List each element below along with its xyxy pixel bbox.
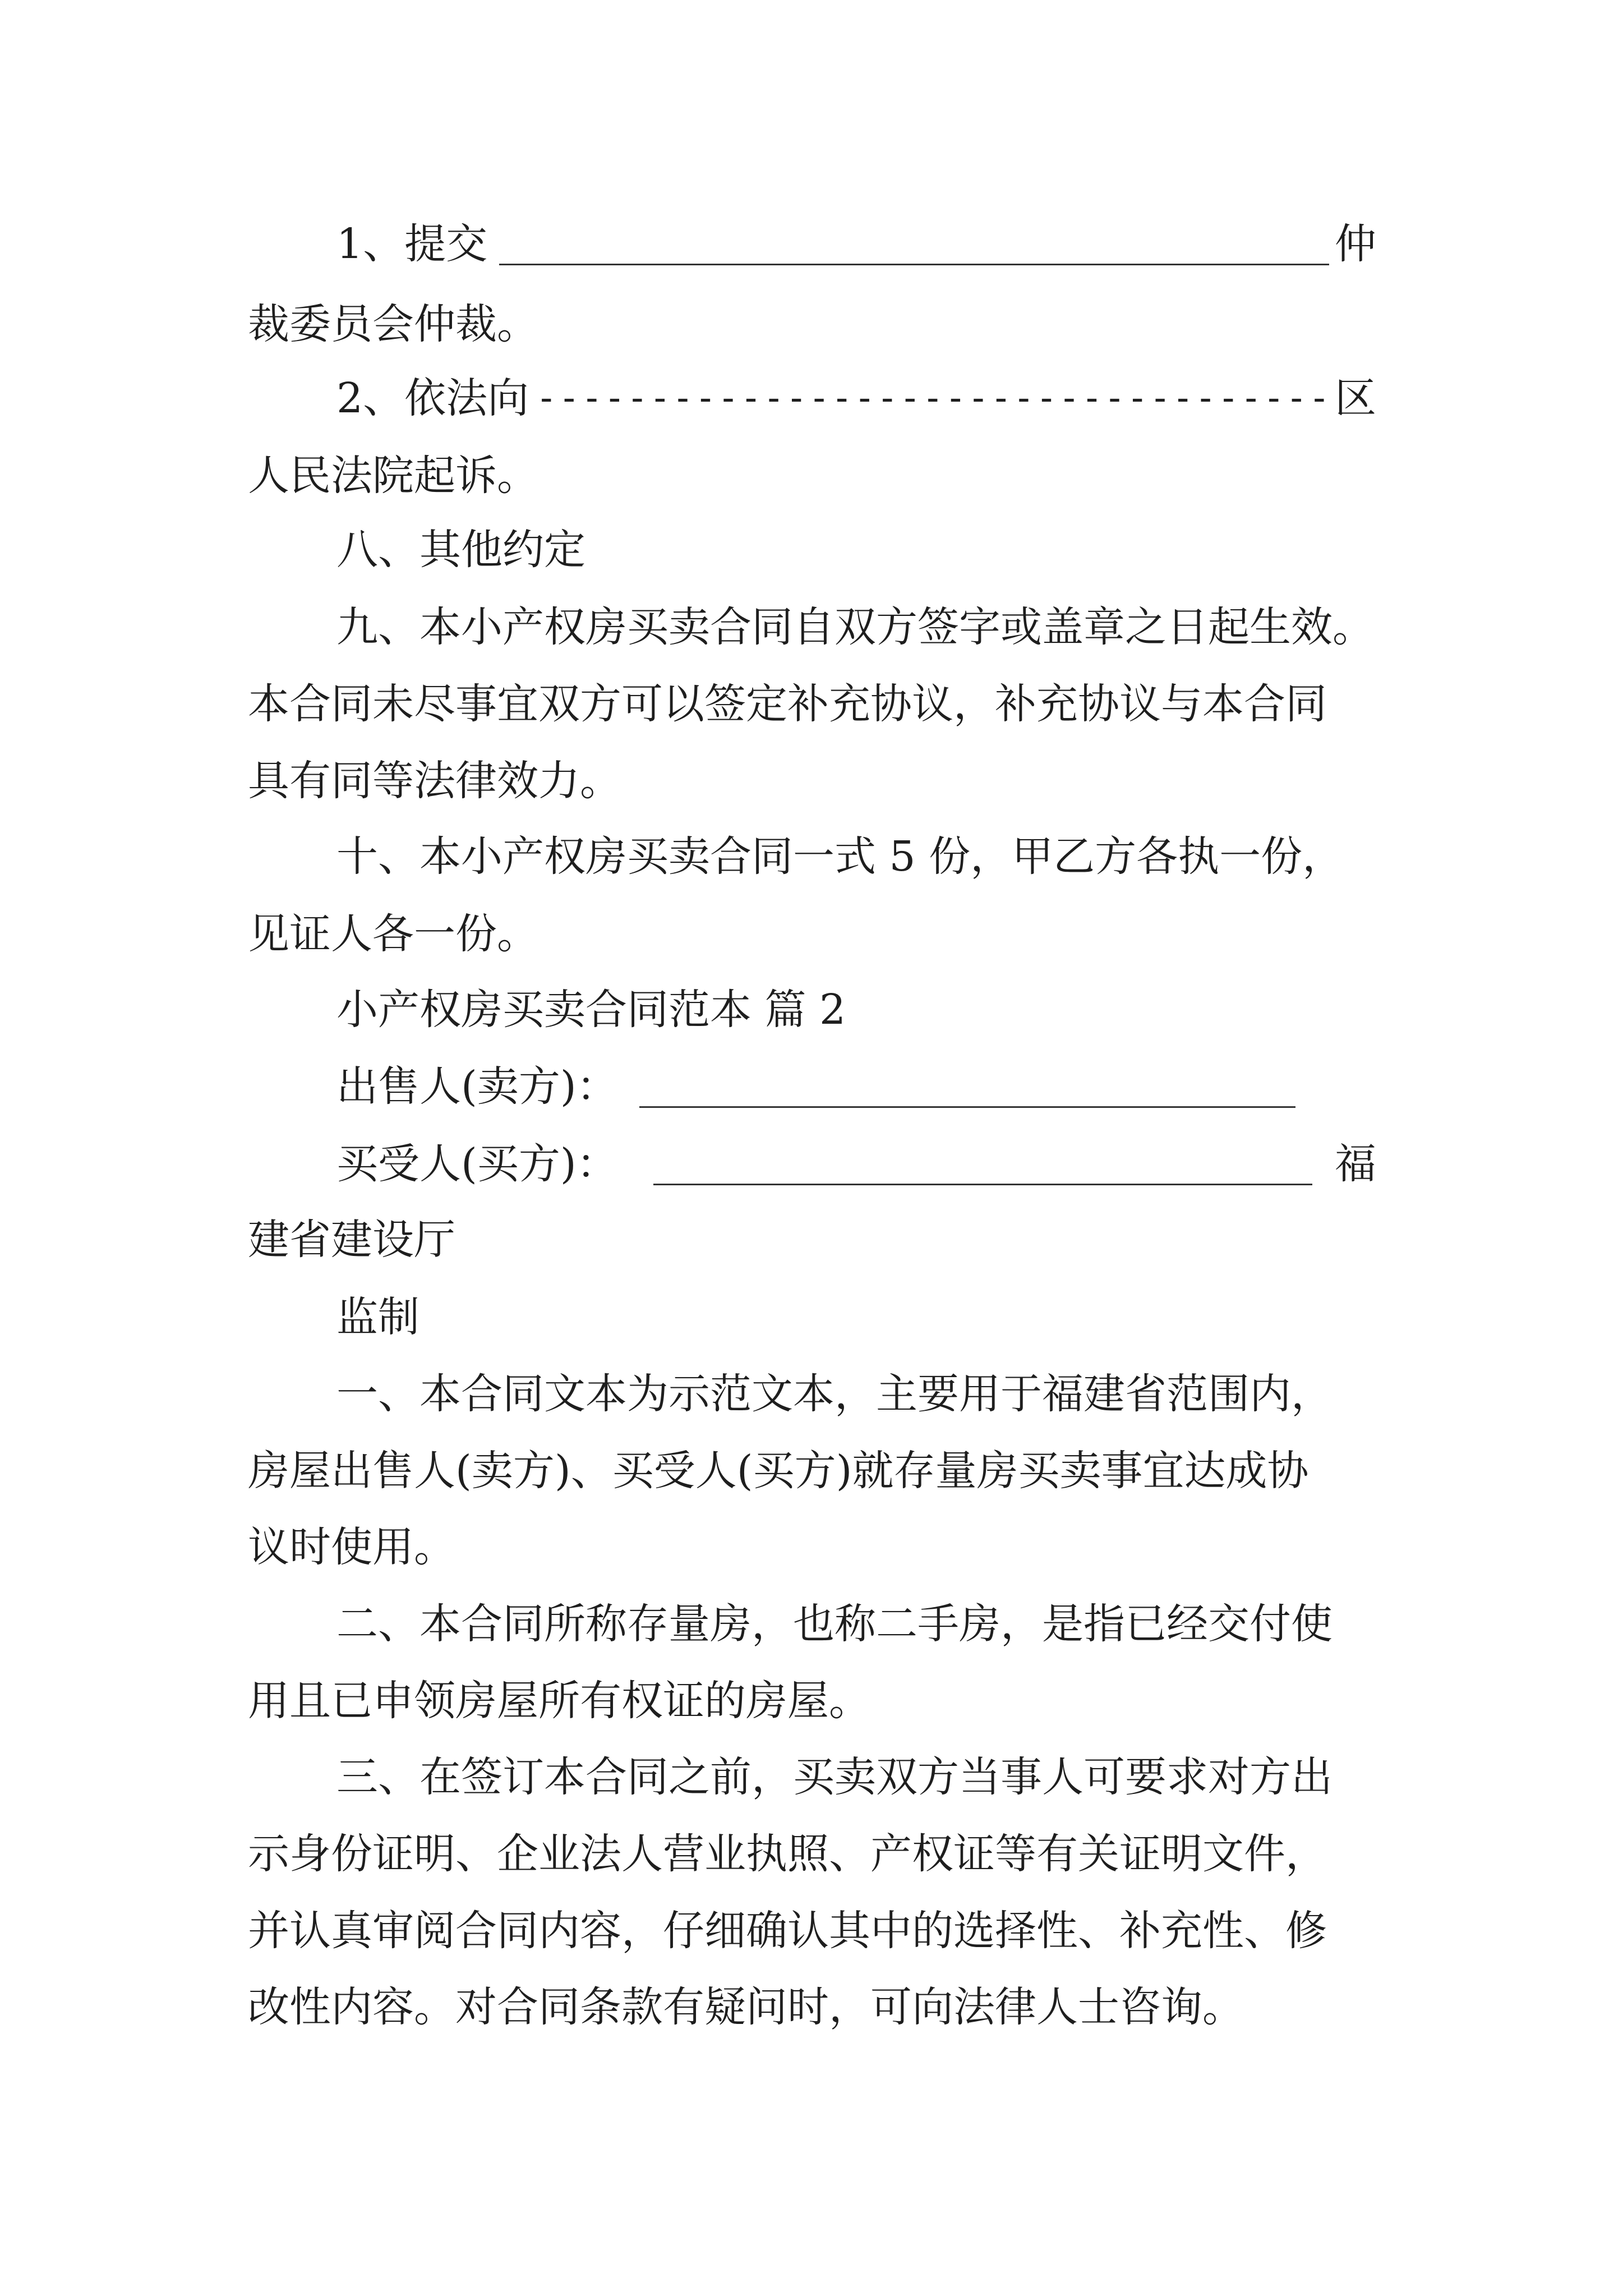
template-title: 小产权房买卖合同范本 篇 2 [336,986,846,1034]
issuer-name: 建省建设厅 [248,1216,455,1264]
issuer-supervision: 监制 [336,1293,419,1341]
note-2-line-1: 二、本合同所称存量房，也称二手房，是指已经交付使 [336,1600,1332,1648]
note-2-line-2: 用且已申领房屋所有权证的房屋。 [248,1677,870,1725]
buyer-line-suffix: 福 [1335,1140,1376,1188]
dashed-blank-court: ----------------------------------- [536,378,1331,419]
buyer-label: 买受人(买方)： [336,1140,618,1188]
note-3-line-4: 改性内容。对合同条款有疑问时，可向法律人士咨询。 [248,1983,1244,2031]
clause-2-continued: 人民法院起诉。 [248,452,538,500]
clause-2-suffix: 区 [1335,374,1376,422]
seller-blank-line [639,1106,1295,1108]
section-9-line-2: 本合同未尽事宜双方可以签定补充协议，补充协议与本合同 [248,680,1327,728]
note-3-line-2: 示身份证明、企业法人营业执照、产权证等有关证明文件， [248,1830,1327,1878]
note-3-line-1: 三、在签订本合同之前，买卖双方当事人可要求对方出 [336,1753,1332,1801]
clause-1-prefix: 1、提交 [336,220,488,268]
section-8-heading: 八、其他约定 [336,526,585,574]
blank-line-arbitration [499,264,1329,265]
note-3-line-3: 并认真审阅合同内容，仔细确认其中的选择性、补充性、修 [248,1907,1327,1955]
section-9-line-3: 具有同等法律效力。 [248,757,621,805]
section-10-line-2: 见证人各一份。 [248,910,538,958]
note-1-line-2: 房屋出售人(卖方)、买受人(买方)就存量房买卖事宜达成协 [248,1447,1309,1495]
clause-2-prefix: 2、依法向 [336,374,529,422]
section-9-line-1: 九、本小产权房买卖合同自双方签字或盖章之日起生效。 [336,603,1374,651]
note-1-line-3: 议时使用。 [248,1523,455,1571]
note-1-line-1: 一、本合同文本为示范文本，主要用于福建省范围内， [336,1370,1332,1418]
clause-1-continued: 裁委员会仲裁。 [248,300,538,348]
clause-1-suffix: 仲 [1335,220,1376,268]
seller-label: 出售人(卖方)： [336,1062,618,1111]
buyer-blank-line [653,1184,1312,1185]
section-10-line-1: 十、本小产权房买卖合同一式 5 份，甲乙方各执一份， [336,832,1344,881]
